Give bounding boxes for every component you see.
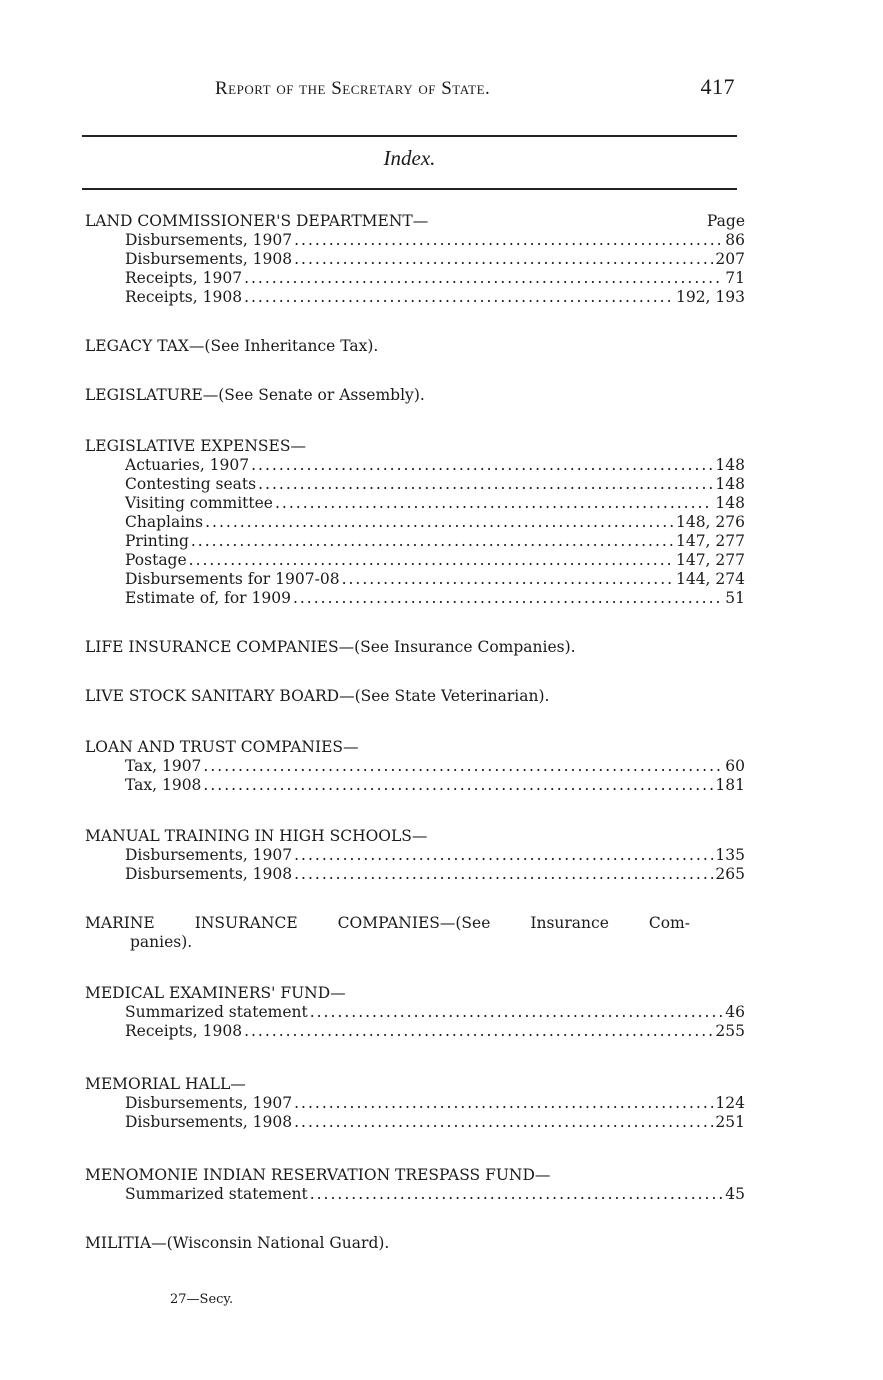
index-entry [85, 1022, 745, 1041]
section-title-text: MANUAL TRAINING IN HIGH SCHOOLS— [85, 827, 428, 845]
section-title [85, 337, 745, 356]
section-title-text: LOAN AND TRUST COMPANIES— [85, 738, 359, 756]
entry-label: Postage [125, 551, 187, 569]
index-content [85, 212, 745, 1253]
entry-page: 45 [725, 1185, 745, 1203]
section-title-text: MENOMONIE INDIAN RESERVATION TRESPASS FUND— [85, 1166, 551, 1184]
entry-label: Tax, 1908 [125, 776, 202, 794]
entry-page: 124 [715, 1094, 745, 1112]
index-entry [85, 1094, 745, 1113]
index-entry [85, 570, 745, 589]
index-section [85, 212, 745, 307]
entry-page: 147, 277 [675, 551, 745, 569]
section-title [85, 1075, 745, 1094]
section-title [85, 437, 745, 456]
signature-mark: 27—Secy. [170, 1292, 234, 1307]
leader-dots [310, 1185, 724, 1204]
leader-dots [294, 865, 713, 884]
section-title-word: MARINE [85, 914, 155, 932]
section-title [85, 386, 745, 405]
entry-page: 60 [725, 757, 745, 775]
index-entry [85, 1003, 745, 1022]
leader-dots [294, 231, 723, 250]
index-entry [85, 1185, 745, 1204]
leader-dots [244, 269, 723, 288]
entry-page: 251 [715, 1113, 745, 1131]
index-heading: Index. [383, 146, 436, 170]
entry-page: 265 [715, 865, 745, 883]
entry-label: Chaplains [125, 513, 204, 531]
section-title-text: MEDICAL EXAMINERS' FUND— [85, 984, 346, 1002]
entry-label: Contesting seats [125, 475, 257, 493]
section-title-text: MEMORIAL HALL— [85, 1075, 246, 1093]
entry-label: Receipts, 1908 [125, 288, 243, 306]
entry-label: Tax, 1907 [125, 757, 202, 775]
entry-label: Disbursements for 1907-08 [125, 570, 340, 588]
section-title-text: LEGACY TAX—(See Inheritance Tax). [85, 337, 379, 355]
leader-dots [294, 250, 713, 269]
entry-page: 255 [715, 1022, 745, 1040]
entry-label: Actuaries, 1907 [125, 456, 250, 474]
entry-label: Estimate of, for 1909 [125, 589, 291, 607]
section-title-text: LEGISLATURE—(See Senate or Assembly). [85, 386, 425, 404]
leader-dots [251, 456, 713, 475]
index-entry [85, 513, 745, 532]
entry-page: 181 [715, 776, 745, 794]
index-entry [85, 589, 745, 608]
index-entry [85, 846, 745, 865]
index-section [85, 827, 745, 884]
leader-dots [203, 757, 723, 776]
section-title [85, 914, 745, 933]
index-entry [85, 269, 745, 288]
section-title [85, 1234, 745, 1253]
section-title [85, 827, 745, 846]
section-title-text: LAND COMMISSIONER'S DEPARTMENT— [85, 212, 429, 230]
index-section [85, 738, 745, 795]
section-title-text: LIFE INSURANCE COMPANIES—(See Insurance Companies). [85, 638, 576, 656]
entry-page: 148 [715, 494, 745, 512]
index-entry [85, 532, 745, 551]
entry-page: 144, 274 [675, 570, 745, 588]
index-section [85, 984, 745, 1041]
section-title-text: LIVE STOCK SANITARY BOARD—(See State Veterinarian). [85, 687, 550, 705]
leader-dots [189, 551, 674, 570]
leader-dots [205, 513, 674, 532]
index-section [85, 1075, 745, 1132]
leader-dots [293, 589, 723, 608]
leader-dots [244, 1022, 713, 1041]
bottom-rule [82, 188, 737, 190]
index-entry [85, 456, 745, 475]
entry-label: Disbursements, 1908 [125, 1113, 293, 1131]
index-section [85, 386, 745, 405]
leader-dots [310, 1003, 724, 1022]
leader-dots [294, 1113, 713, 1132]
section-title-word: COMPANIES—(See [337, 914, 491, 932]
entry-page: 147, 277 [675, 532, 745, 550]
leader-dots [275, 494, 713, 513]
entry-page: 192, 193 [675, 288, 745, 306]
section-title [85, 1166, 745, 1185]
index-section [85, 687, 745, 706]
index-section [85, 437, 745, 608]
index-section [85, 638, 745, 657]
index-entry [85, 231, 745, 250]
index-entry [85, 757, 745, 776]
entry-page: 46 [725, 1003, 745, 1021]
index-section [85, 1166, 745, 1204]
entry-label: Visiting committee [125, 494, 273, 512]
section-title-text: LEGISLATIVE EXPENSES— [85, 437, 306, 455]
leader-dots [294, 1094, 713, 1113]
index-entry [85, 288, 745, 307]
entry-label: Disbursements, 1908 [125, 250, 293, 268]
index-section [85, 914, 745, 952]
leader-dots [258, 475, 713, 494]
section-title-word: Com- [648, 914, 690, 932]
leader-dots [191, 532, 674, 551]
index-section [85, 1234, 745, 1253]
entry-label: Disbursements, 1907 [125, 1094, 293, 1112]
section-title-continuation: panies). [130, 933, 193, 951]
section-title [85, 687, 745, 706]
section-title [85, 738, 745, 757]
top-rule [82, 135, 737, 137]
entry-page: 148, 276 [675, 513, 745, 531]
entry-page: 135 [715, 846, 745, 864]
index-entry [85, 776, 745, 795]
section-title-word: Insurance [530, 914, 609, 932]
index-entry [85, 494, 745, 513]
entry-page: 51 [725, 589, 745, 607]
entry-label: Disbursements, 1908 [125, 865, 293, 883]
entry-page: 148 [715, 456, 745, 474]
index-entry [85, 475, 745, 494]
page-column-heading: Page [706, 212, 745, 230]
running-head-title: Report of the Secretary of State. [215, 78, 491, 99]
entry-page: 86 [725, 231, 745, 249]
leader-dots [294, 846, 713, 865]
entry-page: 148 [715, 475, 745, 493]
leader-dots [244, 288, 674, 307]
entry-label: Printing [125, 532, 189, 550]
entry-label: Disbursements, 1907 [125, 231, 293, 249]
leader-dots [203, 776, 713, 795]
index-entry [85, 865, 745, 884]
section-title [85, 984, 745, 1003]
leader-dots [342, 570, 674, 589]
entry-page: 71 [725, 269, 745, 287]
entry-label: Receipts, 1908 [125, 1022, 243, 1040]
entry-label: Summarized statement [125, 1185, 308, 1203]
entry-label: Receipts, 1907 [125, 269, 243, 287]
section-title-word: INSURANCE [194, 914, 298, 932]
page-number: 417 [700, 74, 735, 99]
section-title-text: MILITIA—(Wisconsin National Guard). [85, 1234, 390, 1252]
index-entry [85, 250, 745, 269]
section-title [85, 212, 745, 231]
section-title [85, 638, 745, 657]
entry-page: 207 [715, 250, 745, 268]
index-entry [85, 551, 745, 570]
index-section [85, 337, 745, 356]
entry-label: Summarized statement [125, 1003, 308, 1021]
index-entry [85, 1113, 745, 1132]
entry-label: Disbursements, 1907 [125, 846, 293, 864]
